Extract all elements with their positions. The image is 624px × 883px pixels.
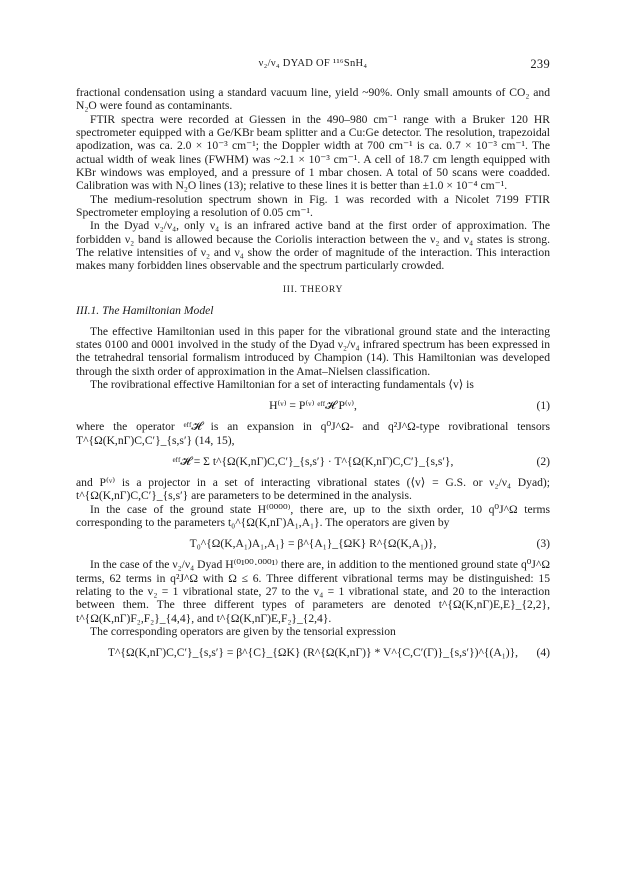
paragraph: The medium-resolution spectrum shown in Fig. 1 was recorded with a Nicolet 7199 FTIR Spectrometer employing a resolution of 0.05 cm⁻¹. <box>76 192 550 220</box>
subsection-heading: III.1. The Hamiltonian Model <box>76 304 214 318</box>
paragraph: The corresponding operators are given by the tensorial expression <box>90 625 396 638</box>
page-number: 239 <box>530 57 550 71</box>
paragraph: and P⁽ᵛ⁾ is a projector in a set of interacting vibrational states (⟨v⟩ = G.S. or ν₂/ν₄ Dyad); t^{Ω(K,nΓ)C,C′}_{s,s′} are parameters to be determined in the analysis. <box>76 475 550 503</box>
paragraph: FTIR spectra were recorded at Giessen in the 490–980 cm⁻¹ range with a Bruker 120 HR spectrometer equipped with a Ge/KBr beam splitter and a Cu:Ge detector. The resolution, trapezoidal apodization, was ca. 2.0 × 10⁻³ cm⁻¹; the Doppler width at 700 cm⁻¹ is ca. 0.7 × 10⁻³ cm⁻¹. The actual width of weak lines (FWHM) was ~2.1 × 10⁻³ cm⁻¹. A cell of 18.7 cm length equipped with KBr windows was employed, and a pressure of 1 mbar chosen. A total of 50 scans were coadded. Calibration was with N₂O lines (13); relative to these lines it is better than ±1.0 × 10⁻⁴ cm⁻¹. <box>76 112 550 193</box>
body-text <box>76 86 550 667</box>
equation-text: T^{Ω(K,nΓ)C,C′}_{s,s′} = β^{C}_{ΩK} (R^{Ω(K,nΓ)} * V^{C,C′(Γ)}_{s,s′})^{(A₁)}, <box>107 646 519 660</box>
equation-2 <box>76 454 550 470</box>
equation-3 <box>76 536 550 552</box>
equation-1 <box>76 398 550 414</box>
paragraph: In the Dyad ν₂/ν₄, only ν₄ is an infrared active band at the first order of approximation. The forbidden ν₂ band is allowed because the Coriolis interaction between the ν₂ and ν₄ states is strong. The relative intensities of ν₂ and ν₄ show the order of magnitude of the interaction. This interaction makes many forbidden lines observable and the spectrum particularly crowded. <box>76 219 550 273</box>
paragraph: In the case of the ν₂/ν₄ Dyad H⁽⁰¹⁰⁰·⁰⁰⁰¹⁾ there are, in addition to the mentioned ground state q⁰J^Ω terms, 62 terms in q²J^Ω with Ω ≤ 6. Three different vibrational terms may be distinguished: 15 relating to the v₂ = 1 vibrational state, 27 to the v₄ = 1 vibrational state, and 20 to the interaction between them. The three different types of parameters are denoted t^{Ω(K,nΓ)E,E}_{2,2}, t^{Ω(K,nΓ)F₂,F₂}_{4,4}, and t^{Ω(K,nΓ)E,F₂}_{2,4}. <box>76 558 550 625</box>
paragraph: The effective Hamiltonian used in this paper for the vibrational ground state and the interacting states 0100 and 0001 involved in the study of the Dyad ν₂/ν₄ infrared spectrum has been expressed in the tetrahedral tensorial formalism introduced by Champion (14). This Hamiltonian was developed through the sixth order of approximation in the Amat–Nielsen classification. <box>76 324 550 378</box>
equation-number: (3) <box>536 537 550 551</box>
equation-text: H⁽ᵛ⁾ = P⁽ᵛ⁾ ᵉᶠᶠ𝓗 P⁽ᵛ⁾, <box>269 399 357 413</box>
paragraph: In the case of the ground state H⁽⁰⁰⁰⁰⁾, there are, up to the sixth order, 10 q⁰J^Ω terms corresponding to the parameters t₀^{Ω(K,nΓ)A₁,A₁}. The operators are given by <box>76 502 550 529</box>
equation-4 <box>76 645 550 661</box>
running-head: ν₂/ν₄ DYAD OF ¹¹⁶SnH₄ <box>258 58 368 69</box>
paragraph: The rovibrational effective Hamiltonian for a set of interacting fundamentals ⟨v⟩ is <box>90 377 474 391</box>
equation-number: (4) <box>536 646 550 660</box>
equation-number: (2) <box>536 454 550 468</box>
page-header <box>76 58 550 76</box>
equation-text: ᵉᶠᶠ𝓗 = Σ t^{Ω(K,nΓ)C,C′}_{s,s′} · T^{Ω(K,nΓ)C,C′}_{s,s′}, <box>172 454 454 468</box>
equation-text: T₀^{Ω(K,A₁)A₁,A₁} = β^{A₁}_{ΩK} R^{Ω(K,A₁)}, <box>189 537 437 551</box>
paragraph: fractional condensation using a standard vacuum line, yield ~90%. Only small amounts of CO₂ and N₂O were found as contaminants. <box>76 86 550 113</box>
section-heading: III. THEORY <box>282 283 344 295</box>
paragraph: where the operator ᵉᶠᶠ𝓗 is an expansion in q⁰J^Ω- and q²J^Ω-type rovibrational tensors T^{Ω(K,nΓ)C,C′}_{s,s′} (14, 15), <box>76 420 550 447</box>
equation-number: (1) <box>536 399 550 413</box>
